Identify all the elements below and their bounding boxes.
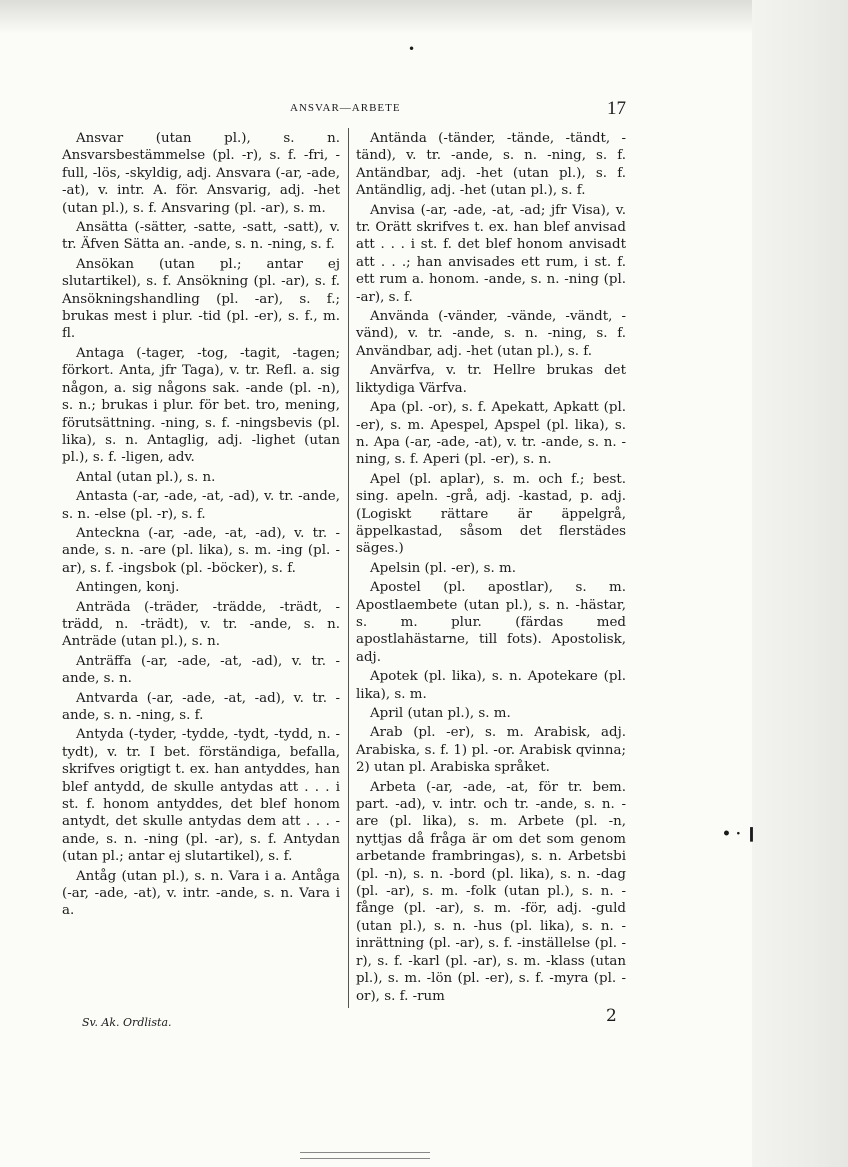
entry: Apa (pl. -or), s. f. Apekatt, Apkatt (pl. -er), s. m. Apespel, Apspel (pl. lika), s. n. Apa (-ar, -ade, -at), v. tr. -ande, s. n. -ning, s. f. Aperi (pl. -er), s. n.	[356, 400, 626, 468]
scan-top-edge	[0, 0, 848, 34]
entry: Ansätta (-sätter, -satte, -satt, -satt), v. tr. Äfven Sätta an. -ande, s. n. -ning, s. f.	[62, 220, 340, 253]
entry: Antasta (-ar, -ade, -at, -ad), v. tr. -ande, s. n. -else (pl. -r), s. f.	[62, 489, 340, 522]
entry: Apelsin (pl. -er), s. m.	[370, 560, 517, 576]
entry: Antåg (utan pl.), s. n. Vara i a. Antåga (-ar, -ade, -at), v. intr. -ande, s. n. Vara i a.	[62, 868, 340, 919]
running-head: ANSVAR—ARBETE	[290, 102, 401, 114]
entry: Antingen, konj.	[76, 580, 180, 596]
entry: Anträffa (-ar, -ade, -at, -ad), v. tr. -ande, s. n.	[62, 653, 340, 687]
entry: Antyda (-tyder, -tydde, -tydt, -tydd, n. -tydt), v. tr. I bet. förständiga, befalla, skrifves origtigt t. ex. han antyddes, han blef antydd, de skulle antydas att . . . i st. f. honom antyddes, det blef honom antydt, det skulle antydas dem att . . . -ande, s. n. -ning (pl. -ar), s. f. Antydan (utan pl.; antar ej slutartikel), s. f.	[62, 727, 340, 865]
sheet-number: 2	[606, 1006, 617, 1026]
bottom-rule	[300, 1152, 430, 1159]
entry: Arab (pl. -er), s. m. Arabisk, adj. Arabiska, s. f. 1) pl. -or. Arabisk qvinna; 2) utan pl. Arabiska språket.	[356, 725, 626, 776]
margin-mark: • · ❙	[722, 826, 758, 842]
signature-mark: Sv. Ak. Ordlista.	[82, 1016, 172, 1029]
scan-right-margin	[752, 0, 848, 1167]
left-column	[62, 130, 340, 920]
entry: Apel (pl. aplar), s. m. och f.; best. sing. apeln. -grå, adj. -kastad, p. adj. (Logiskt rättare är äppelgrå, äppelkastad, såsom det flerstädes säges.)	[356, 471, 626, 557]
top-mark: •	[408, 42, 416, 56]
right-column	[356, 130, 626, 1005]
entry: Ansökan (utan pl.; antar ej slutartikel), s. f. Ansökning (pl. -ar), s. f. Ansökningshandling (pl. -ar), s. f.; brukas mest i plur. -tid (pl. -er), s. f., m. fl.	[62, 256, 340, 342]
page-header	[60, 98, 626, 122]
entry: April (utan pl.), s. m.	[370, 706, 511, 721]
entry: Anvisa (-ar, -ade, -at, -ad; jfr Visa), v. tr. Orätt skrifves t. ex. han blef anvisad att . . . i st. f. det blef honom anvisadt att . . .; han anvisades ett rum, i st. f. ett rum a. honom. -ande, s. n. -ning (pl. -ar), s. f.	[356, 202, 626, 305]
entry: Apotek (pl. lika), s. n. Apotekare (pl. lika), s. m.	[356, 669, 626, 702]
entry: Antända (-tänder, -tände, -tändt, -tänd), v. tr. -ande, s. n. -ning, s. f. Antändbar, adj. -het (utan pl.), s. f. Antändlig, adj. -het (utan pl.), s. f.	[356, 131, 626, 199]
page-number: 17	[607, 98, 626, 119]
entry: Antaga (-tager, -tog, -tagit, -tagen; förkort. Anta, jfr Taga), v. tr. Refl. a. sig någon, a. sig någons sak. -ande (pl. -n), s. n.; brukas i plur. för bet. tro, mening, förutsättning. -ning, s. f. -ningsbevis (pl. lika), s. n. Antaglig, adj. -lighet (utan pl.), s. f. -ligen, adv.	[62, 345, 340, 466]
entry: Anvärfva, v. tr. Hellre brukas det liktydiga Värfva.	[356, 363, 626, 396]
column-divider	[348, 128, 349, 1008]
entry: Anträda (-träder, -trädde, -trädt, -trädd, n. -trädt), v. tr. -ande, s. n. Anträde (utan pl.), s. n.	[62, 599, 340, 650]
entry: Apostel (pl. apostlar), s. m. Apostlaembete (utan pl.), s. n. -hästar, s. m. plur. (färdas med apostlahästarne, till fots). Apostolisk, adj.	[356, 580, 626, 665]
entry: Antvarda (-ar, -ade, -at, -ad), v. tr. -ande, s. n. -ning, s. f.	[62, 690, 340, 723]
entry: Arbeta (-ar, -ade, -at, för tr. bem. part. -ad), v. intr. och tr. -ande, s. n. -are (pl. lika), s. m. Arbete (pl. -n, nyttjas då fråga är om det som genom arbetande frambringas), s. n. Arbetsbi (pl. -n), s. n. -bord (pl. lika), s. n. -dag (pl. -ar), s. m. -folk (utan pl.), s. n. -fånge (pl. -ar), s. m. -för, adj. -guld (utan pl.), s. n. -hus (pl. lika), s. n. -inrättning (pl. -ar), s. f. -inställelse (pl. -r), s. f. -karl (pl. -ar), s. m. -klass (utan pl.), s. m. -lön (pl. -er), s. f. -myra (pl. -or), s. f. -rum	[356, 779, 626, 1004]
entry: Antal (utan pl.), s. n.	[76, 469, 216, 485]
entry: Använda (-vänder, -vände, -vändt, -vänd), v. tr. -ande, s. n. -ning, s. f. Användbar, adj. -het (utan pl.), s. f.	[356, 309, 626, 359]
entry: Ansvar (utan pl.), s. n. Ansvarsbestämmelse (pl. -r), s. f. -fri, -full, -lös, -skyldig, adj. Ansvara (-ar, -ade, -at), v. intr. A. för. Ansvarig, adj. -het (utan pl.), s. f. Ansvaring (pl. -ar), s. m.	[62, 131, 340, 216]
entry: Anteckna (-ar, -ade, -at, -ad), v. tr. -ande, s. n. -are (pl. lika), s. m. -ing (pl. -ar), s. f. -ingsbok (pl. -böcker), s. f.	[62, 525, 340, 576]
